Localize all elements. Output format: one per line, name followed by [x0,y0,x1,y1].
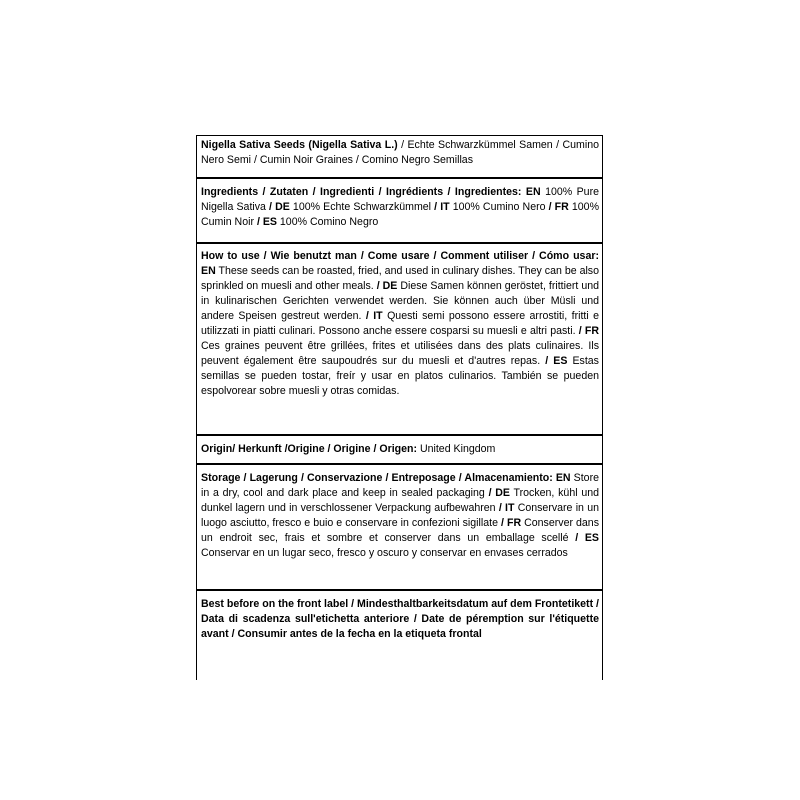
usage-en: These seeds can be roasted, fried, and used in culinary dishes. They can be also sprinkled on muesli and other meals. [201,265,599,292]
lang-code-de: / DE [376,280,398,292]
best-before-text: Best before on the front label / Mindesthaltbarkeitsdatum auf dem Frontetikett / Data di scadenza sull'etichetta anteriore / Date de péremption sur l'étiquette avant / Consumir antes de la fecha en la etiqueta frontal [201,598,599,640]
storage-section [197,465,602,591]
storage-it: Conservare in un luogo asciutto, fresco e buio e conservare in confezioni sigillate [201,502,599,529]
best-before-section [197,591,602,642]
usage-es: Estas semillas se pueden tostar, freír y usar en platos culinarios. También se pueden espolvorear sobre muesli y otras comidas. [201,355,599,397]
origin-section [197,436,602,465]
usage-de: Diese Samen können geröstet, frittiert und in kulinarischen Gerichten verwendet werden. Sie können auch über Müsli und andere Speisen gestreut werden. [201,280,600,322]
usage-heading: How to use / Wie benutzt man / Come usare / Comment utiliser / Cómo usar: [201,250,599,262]
lang-code-fr: / FR [548,201,569,213]
lang-code-fr: / FR [578,325,599,337]
product-name-section [197,135,602,179]
storage-heading: Storage / Lagerung / Conservazione / Entreposage / Almacenamiento: [201,472,553,484]
ingredients-es: 100% Comino Negro [276,216,379,228]
storage-fr: Conserver dans un endroit sec, frais et sombre et conserver dans un emballage scellé [201,517,599,544]
lang-code-es: / ES [545,355,568,367]
lang-code-fr: / FR [501,517,522,529]
lang-code-en: EN [521,186,541,198]
lang-code-es: / ES [575,532,599,544]
lang-code-en: EN [201,265,216,277]
lang-code-it: / IT [434,201,450,213]
lang-code-it: / IT [365,310,383,322]
lang-code-de: / DE [269,201,290,213]
usage-fr: Ces graines peuvent être grillées, frites et utilisées dans des plats culinaires. Ils peuvent également être saupoudrés sur du muesli et d'autres repas. [201,340,599,367]
ingredients-it: 100% Cumino Nero [449,201,549,213]
ingredients-section [197,179,602,244]
lang-code-de: / DE [488,487,510,499]
ingredients-en: 100% Pure Nigella Sativa [201,186,599,213]
ingredients-heading: Ingredients / Zutaten / Ingredienti / Ingrédients / Ingredientes: [201,186,522,198]
ingredients-de: 100% Echte Schwarzkümmel [289,201,435,213]
ingredients-fr: 100% Cumin Noir [201,201,599,228]
storage-de: Trocken, kühl und dunkel lagern und in verschlossener Verpackung aufbewahren [201,487,599,514]
lang-code-en: EN [552,472,571,484]
lang-code-es: / ES [256,216,277,228]
usage-section [197,244,602,436]
product-name-translations: / Echte Schwarzkümmel Samen / Cumino Nero Semi / Cumin Noir Graines / Comino Negro Semillas [201,139,599,166]
storage-es: Conservar en un lugar seco, fresco y oscuro y conservar en envases cerrados [201,547,568,559]
lang-code-it: / IT [498,502,515,514]
origin-heading: Origin/ Herkunft /Origine / Origine / Origen: [201,443,418,455]
product-label [196,135,603,680]
storage-en: Store in a dry, cool and dark place and keep in sealed packaging [201,472,599,499]
usage-it: Questi semi possono essere arrostiti, fritti e utilizzati in piatti culinari. Possono anche essere cosparsi su muesli e altri pasti. [201,310,599,337]
product-name: Nigella Sativa Seeds (Nigella Sativa L.) [201,139,398,151]
origin-value: United Kingdom [417,443,496,455]
